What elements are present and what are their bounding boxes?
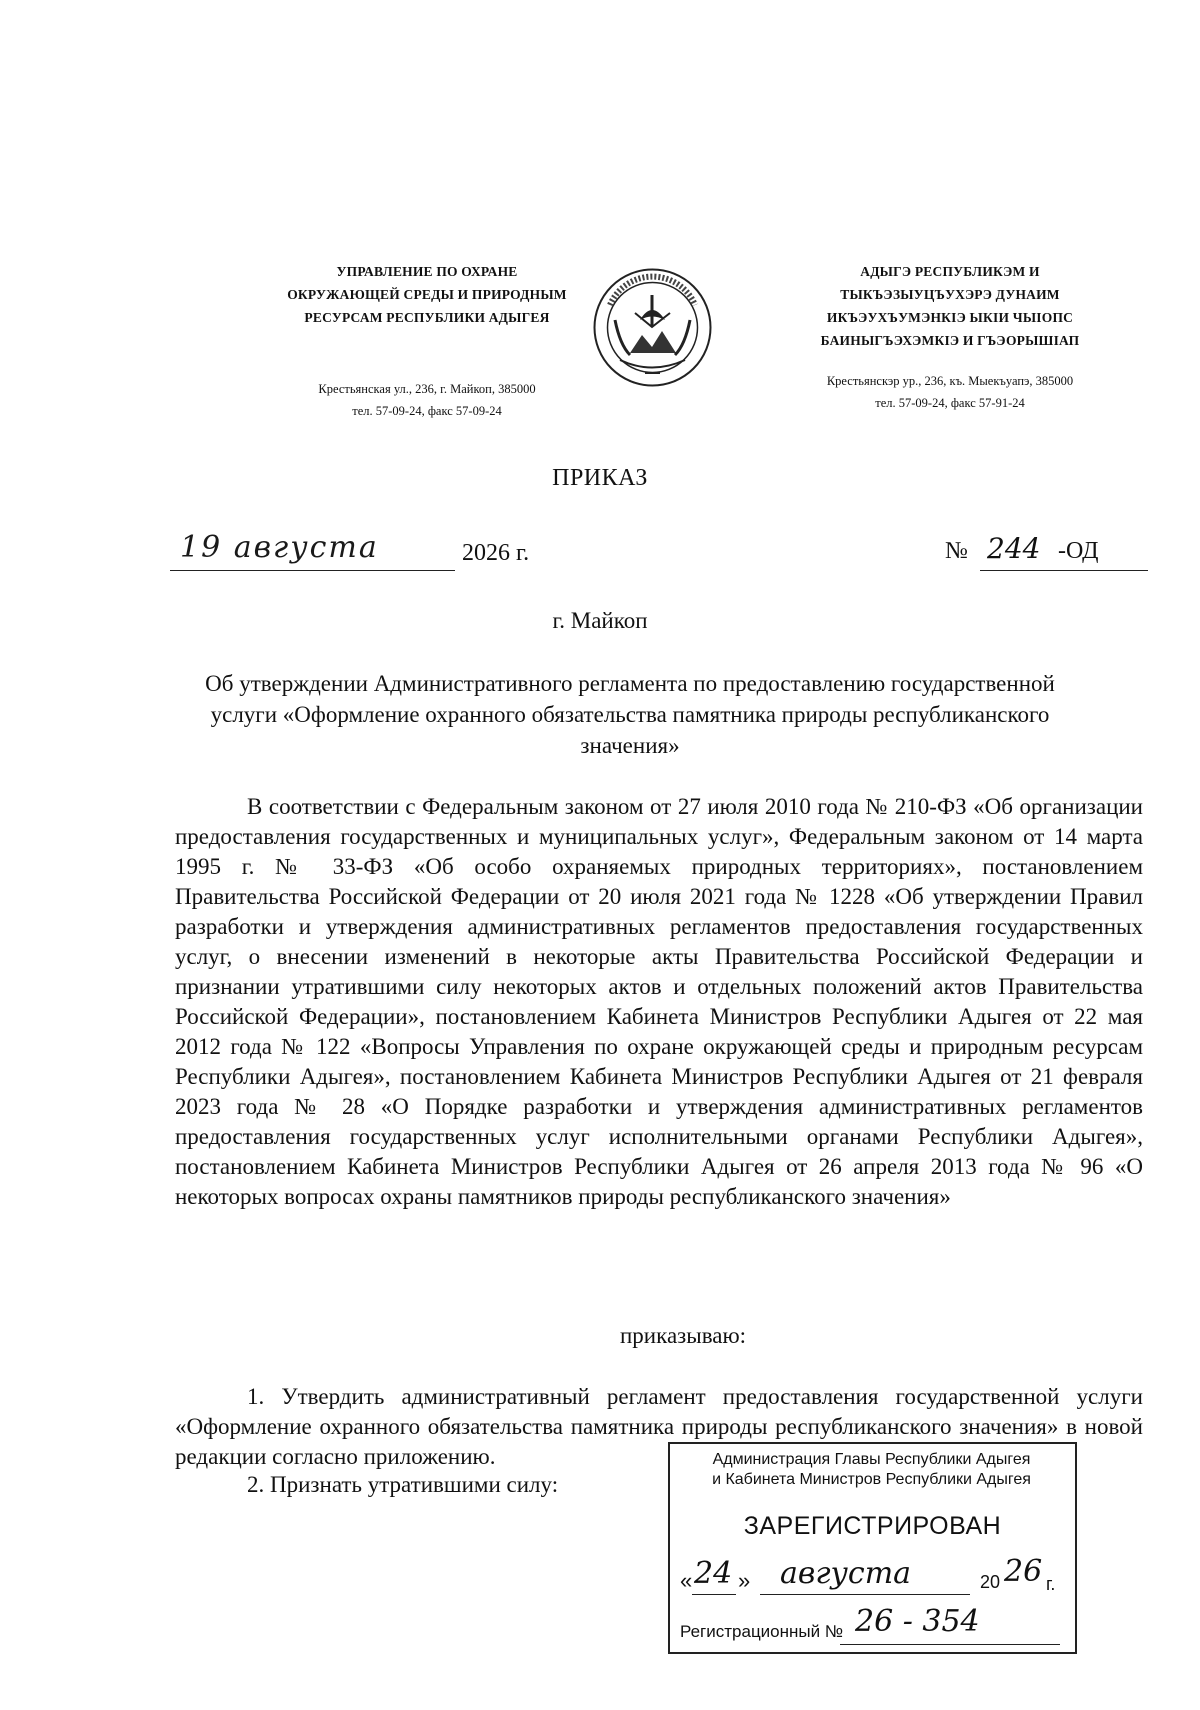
stamp-year-prefix: 20	[980, 1572, 1001, 1592]
stamp-status: ЗАРЕГИСТРИРОВАН	[743, 1512, 1002, 1540]
registration-underline	[840, 1644, 1060, 1645]
number-suffix: -ОД	[1058, 538, 1099, 564]
document-subject: Об утверждении Административного регламента по предоставлению государственной услуги «Оформление охранного обязательства памятника природы республиканского значения»	[205, 671, 1055, 758]
issuer-address-ady: Крестьянскэр ур., 236, къ. Мыекъуапэ, 385000 тел. 57-09-24, факс 57-91-24	[826, 374, 1074, 410]
registration-number-handwritten: 26 - 354	[855, 1604, 980, 1639]
order-item-1: 1. Утвердить административный регламент предоставления государственной услуги «Оформление охранного обязательства памятника природы республиканского значения» в новой редакции согласно приложению.	[175, 1384, 1143, 1469]
number-sign: №	[945, 538, 968, 564]
stamp-date-row	[680, 1556, 1070, 1596]
number-underline	[980, 570, 1148, 571]
stamp-open-quote: «	[680, 1568, 693, 1593]
order-word: приказываю:	[620, 1323, 747, 1348]
stamp-year-suffix: г.	[1046, 1574, 1056, 1594]
stamp-year-handwritten: 26	[1004, 1554, 1043, 1589]
document-type: ПРИКАЗ	[552, 465, 648, 491]
stamp-close-quote: »	[738, 1568, 751, 1593]
month-underline	[760, 1594, 970, 1595]
stamp-month-handwritten: августа	[780, 1556, 912, 1591]
stamp-day-handwritten: 24	[694, 1556, 733, 1591]
handwritten-date: 19 августа	[180, 530, 379, 565]
date-underline	[170, 570, 455, 571]
stamp-organization: Администрация Главы Республики Адыгея и Кабинета Министров Республики Адыгея	[712, 1451, 1031, 1488]
preamble-paragraph: В соответствии с Федеральным законом от 27 июля 2010 года № 210-ФЗ «Об организации предоставления государственных и муниципальных услуг», Федеральным законом от 14 марта 1995 г. № 33-ФЗ «Об особо охраняемых природных территориях», постановлением Правительства Российской Федерации от 20 июля 2021 года № 1228 «Об утверждении Правил разработки и утверждения административных регламентов предоставления государственных услуг, о внесении изменений в некоторые акты Правительства Российской Федерации и признании утратившими силу некоторых актов и отдельных положений актов Правительства Российской Федерации», постановлением Кабинета Министров Республики Адыгея от 22 мая 2012 года № 122 «Вопросы Управления по охране окружающей среды и природным ресурсам Республики Адыгея», постановлением Кабинета Министров Республики Адыгея от 21 февраля 2023 года № 28 «О Порядке разработки и утверждения административных регламентов предоставления государственных услуг исполнительными органами Республики Адыгея», постановлением Кабинета Министров Республики Адыгея от 26 апреля 2013 года № 96 «О некоторых вопросах охраны памятников природы республиканского значения»	[175, 794, 1143, 1209]
handwritten-number: 244	[987, 532, 1041, 565]
issuer-name-ady: АДЫГЭ РЕСПУБЛИКЭМ И ТЫКЪЭЗЫУЦЪУХЭРЭ ДУНАИМ ИКЪЭУХЪУМЭНКIЭ ЫКIИ ЧЫIОПС БАИНЫГЪЭХЭМКIЭ И ГЪЭОРЫШIАП	[820, 264, 1080, 348]
day-underline	[692, 1594, 736, 1595]
stamp-registration-row	[680, 1604, 1070, 1644]
issuer-name-ru: УПРАВЛЕНИЕ ПО ОХРАНЕ ОКРУЖАЮЩЕЙ СРЕДЫ И ПРИРОДНЫМ РЕСУРСАМ РЕСПУБЛИКИ АДЫГЕЯ	[287, 264, 567, 325]
city: г. Майкоп	[552, 608, 648, 633]
issuer-address-ru: Крестьянская ул., 236, г. Майкоп, 385000 тел. 57-09-24, факс 57-09-24	[318, 382, 536, 418]
registration-label: Регистрационный №	[680, 1622, 844, 1641]
order-item-2: 2. Признать утратившими силу:	[247, 1472, 559, 1497]
registration-stamp	[668, 1442, 1077, 1654]
date-year: 2026 г.	[462, 540, 530, 566]
coat-of-arms-icon	[590, 265, 715, 390]
